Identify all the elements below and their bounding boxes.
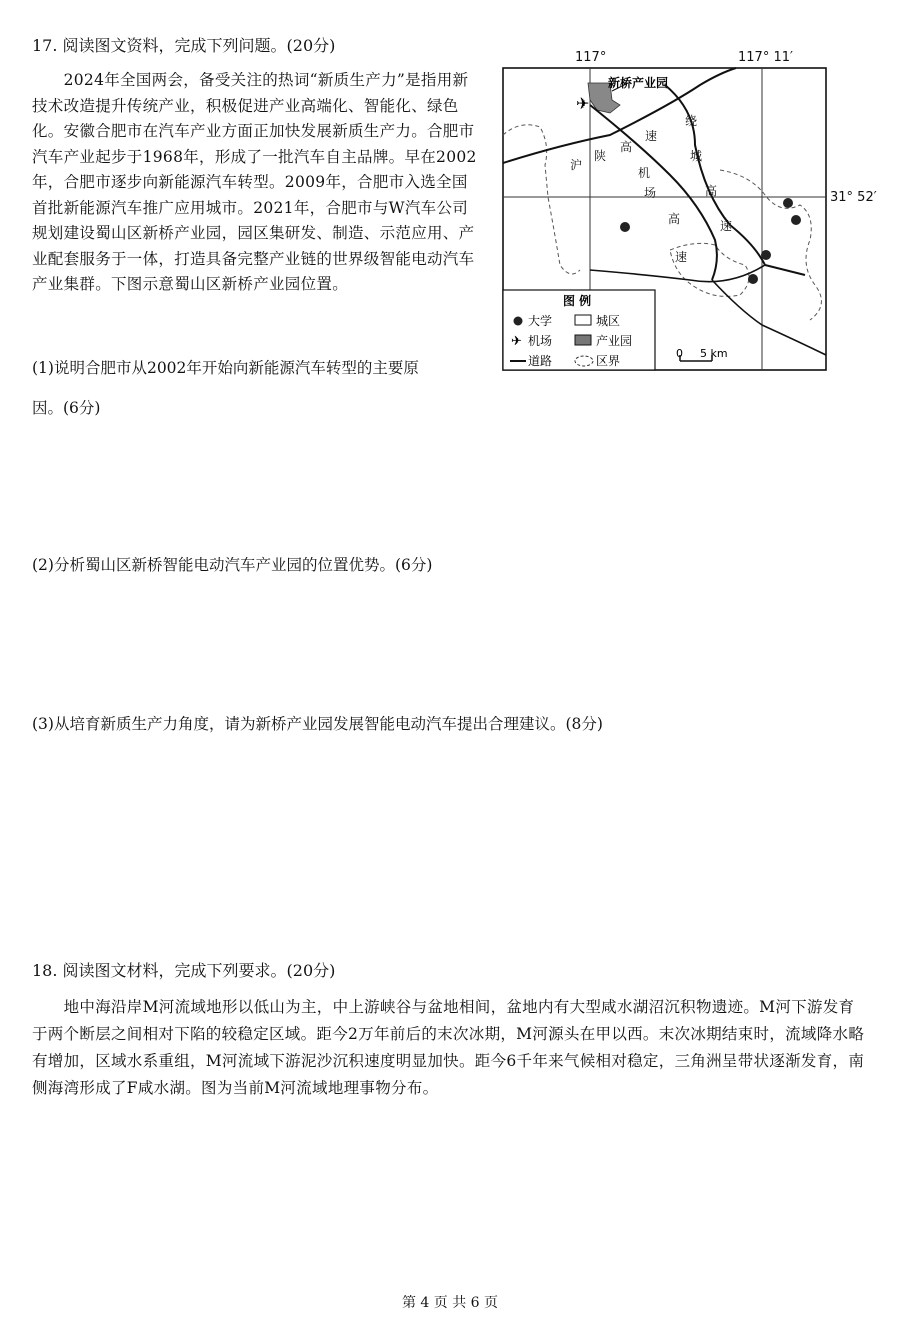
road-label-ring-1: 绕 bbox=[685, 114, 698, 128]
legend-district: 区界 bbox=[596, 354, 621, 368]
park-area-icon bbox=[575, 335, 591, 345]
road-label-airport-4: 速 bbox=[675, 250, 688, 264]
legend-title: 图 例 bbox=[563, 294, 592, 308]
park-label: 新桥产业园 bbox=[608, 76, 669, 90]
road-label-airport-3: 高 bbox=[668, 212, 681, 226]
road-label-airport-1: 机 bbox=[638, 166, 651, 180]
scale-zero: 0 bbox=[676, 347, 683, 360]
q17-sub2: (2)分析蜀山区新桥智能电动汽车产业园的位置优势。(6分) bbox=[32, 556, 433, 574]
legend-road: 道路 bbox=[528, 354, 553, 368]
university-icon bbox=[620, 222, 630, 232]
road-label-hushan-3: 高 bbox=[620, 140, 633, 154]
legend-airport: 机场 bbox=[528, 334, 553, 348]
university-icon bbox=[761, 250, 771, 260]
q17-paragraph: 2024年全国两会，备受关注的热词“新质生产力”是指用新技术改造提升传统产业，积极促进产业高端化、智能化、绿色化。安徽合肥市在汽车产业方面正加快发展新质生产力。合肥市汽车产业起步于1968年，形成了一批汽车自主品牌。早在2002年，合肥市逐步向新能源汽车转型。2009年，合肥市入选全国首批新能源汽车推广应用城市。2021年，合肥市与W汽车公司规划建设蜀山区新桥产业园，园区集研发、制造、示范应用、产业配套服务于一体，打造具备完整产业链的世界级智能电动汽车产业集群。下图示意蜀山区新桥产业园位置。 bbox=[32, 71, 477, 293]
legend-park: 产业园 bbox=[596, 334, 633, 348]
map-longitude-left: 117° bbox=[575, 50, 607, 65]
university-icon bbox=[514, 317, 523, 326]
q18-title: 18. 阅读图文材料，完成下列要求。(20分) bbox=[32, 961, 336, 980]
page-footer: 第 4 页 共 6 页 bbox=[401, 1295, 499, 1311]
scale-label: 5 km bbox=[700, 347, 728, 360]
q17-title: 17. 阅读图文资料，完成下列问题。(20分) bbox=[32, 36, 336, 55]
road-label-hushan-4: 速 bbox=[645, 129, 658, 143]
university-icon bbox=[791, 215, 801, 225]
road-label-hushan-1: 沪 bbox=[570, 158, 583, 172]
university-icon bbox=[783, 198, 793, 208]
airport-icon: ✈ bbox=[511, 334, 522, 349]
q18-paragraph: 地中海沿岸M河流域地形以低山为主，中上游峡谷与盆地相间，盆地内有大型咸水湖沼沉积物遗迹。M河下游发育于两个断层之间相对下陷的较稳定区域。距今2万年前后的末次冰期，M河源头在甲以西。末次冰期结束时，流域降水略有增加，区域水系重组，M河流域下游泥沙沉积速度明显加快。距今6千年来气候相对稳定，三角洲呈带状逐渐发育，南侧海湾形成了F咸水湖。图为当前M河流域地理事物分布。 bbox=[32, 998, 865, 1097]
road-label-hushan-2: 陕 bbox=[594, 149, 607, 163]
airport-icon: ✈ bbox=[576, 94, 590, 113]
university-icon bbox=[748, 274, 758, 284]
map-longitude-right: 117° 11′ bbox=[738, 50, 793, 65]
road-label-ring-2: 城 bbox=[690, 149, 703, 163]
q17-sub3: (3)从培育新质生产力角度，请为新桥产业园发展智能电动汽车提出合理建议。(8分) bbox=[32, 715, 603, 733]
city-area-icon bbox=[575, 315, 591, 325]
q17-sub1-line1: (1)说明合肥市从2002年开始向新能源汽车转型的主要原 bbox=[32, 359, 419, 377]
q17-sub1-line2: 因。(6分) bbox=[32, 399, 101, 417]
legend-city: 城区 bbox=[596, 314, 621, 328]
legend-university: 大学 bbox=[528, 314, 553, 328]
xinqiao-location-map bbox=[500, 65, 830, 375]
map-latitude: 31° 52′ bbox=[830, 190, 877, 205]
road-label-airport-2: 场 bbox=[644, 186, 657, 200]
road-label-ring-4: 速 bbox=[720, 219, 733, 233]
road-label-ring-3: 高 bbox=[705, 184, 718, 198]
